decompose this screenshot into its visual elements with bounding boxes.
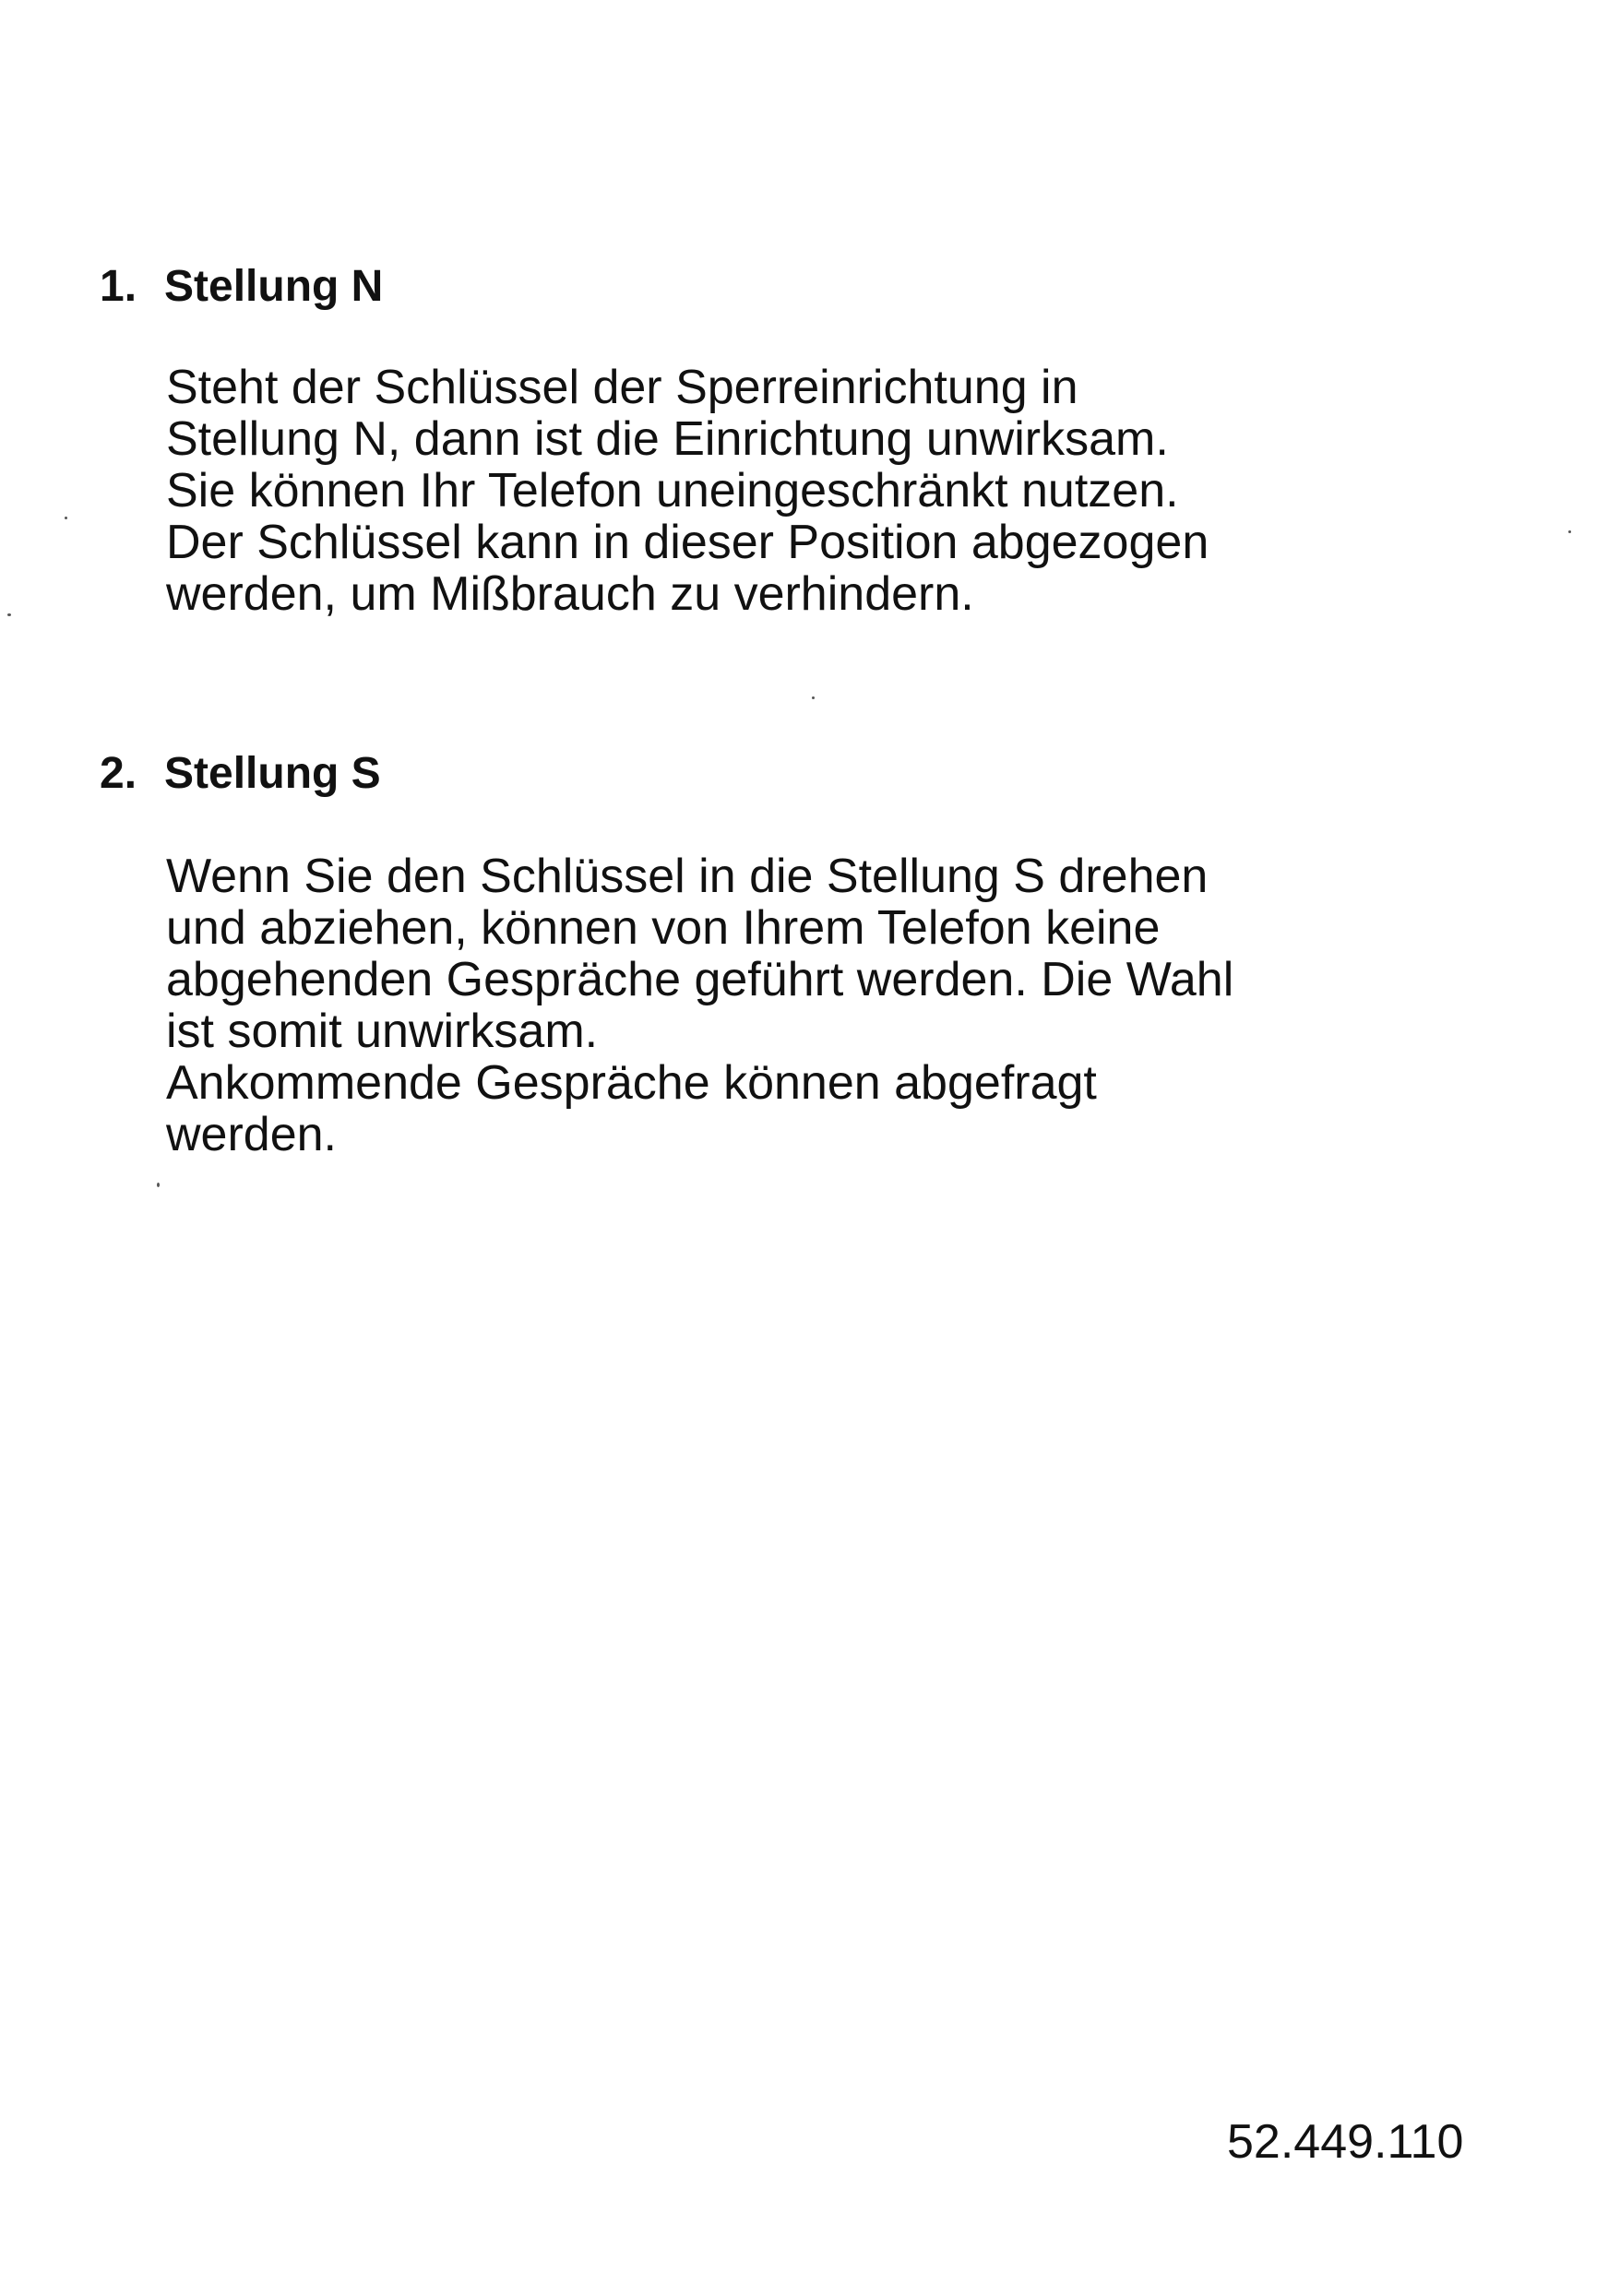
section-2-title: Stellung S bbox=[164, 749, 381, 798]
section-2-heading bbox=[100, 748, 381, 800]
scan-speck bbox=[1568, 530, 1571, 533]
section-1-line: Sie können Ihr Telefon uneingeschränkt nutzen. bbox=[166, 464, 1179, 517]
section-2-line: Wenn Sie den Schlüssel in die Stellung S drehen bbox=[166, 850, 1209, 903]
scan-speck bbox=[157, 1183, 160, 1187]
catalog-number: 52.449.110 bbox=[1227, 2115, 1464, 2169]
scan-speck bbox=[812, 696, 815, 699]
section-1-number: 1. bbox=[100, 262, 137, 311]
section-1-title: Stellung N bbox=[164, 262, 384, 311]
section-1-line: werden, um Mißbrauch zu verhindern. bbox=[166, 567, 974, 621]
section-2-line: und abziehen, können von Ihrem Telefon keine bbox=[166, 901, 1161, 955]
section-2-line: abgehenden Gespräche geführt werden. Die Wahl bbox=[166, 953, 1234, 1006]
section-1-line: Stellung N, dann ist die Einrichtung unwirksam. bbox=[166, 412, 1169, 466]
section-1-body bbox=[166, 362, 1209, 620]
section-2-number: 2. bbox=[100, 749, 137, 798]
section-2-line: Ankommende Gespräche können abgefragt bbox=[166, 1056, 1097, 1110]
section-2-line: ist somit unwirksam. bbox=[166, 1005, 599, 1058]
section-1-line: Steht der Schlüssel der Sperreinrichtung in bbox=[166, 361, 1078, 414]
scan-speck bbox=[65, 517, 67, 519]
scan-speck bbox=[7, 613, 11, 616]
section-2-body bbox=[166, 851, 1233, 1160]
section-1-heading bbox=[100, 261, 383, 313]
section-1-line: Der Schlüssel kann in dieser Position abgezogen bbox=[166, 516, 1209, 569]
section-2-line: werden. bbox=[166, 1108, 337, 1161]
